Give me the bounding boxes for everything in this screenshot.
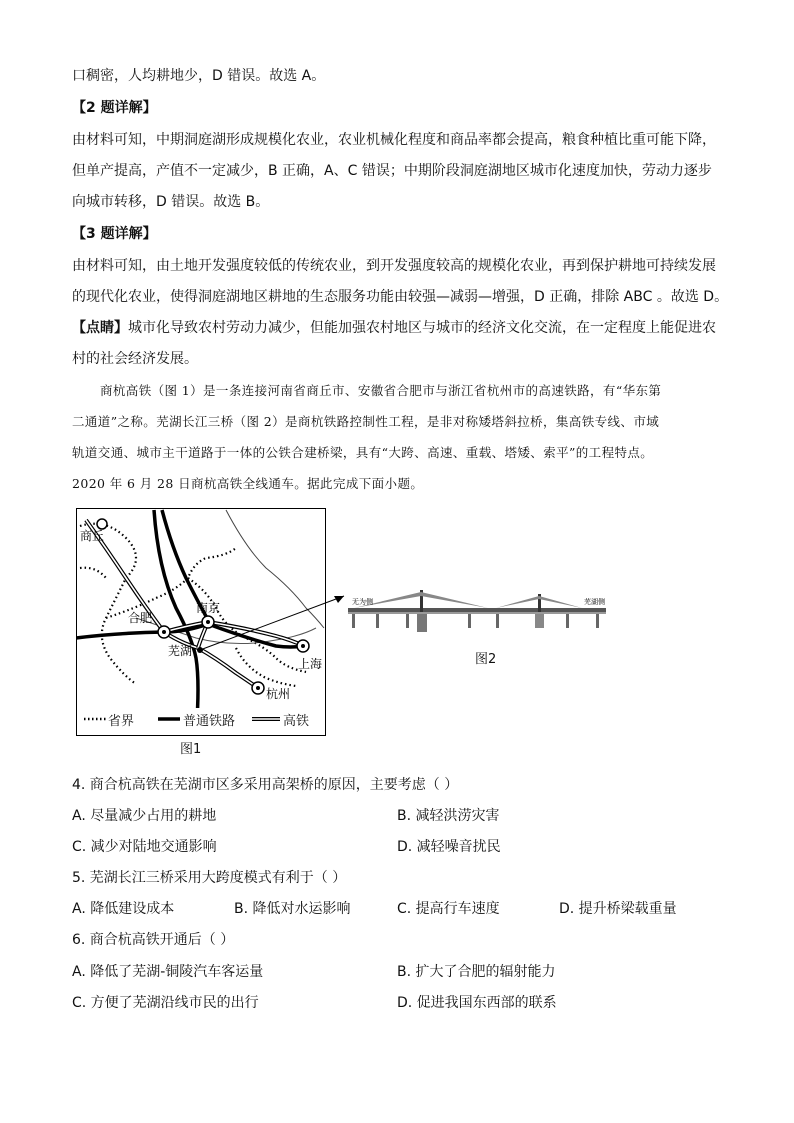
city-label-nanjing: 南京 <box>196 601 221 615</box>
tip-line <box>72 318 716 338</box>
q2-text-line: 向城市转移，D 错误。故选 B。 <box>72 194 270 210</box>
q2-text-line: 由材料可知，中期洞庭湖形成规模化农业，农业机械化程度和商品率都会提高，粮食种植比重可能下降， <box>72 132 716 148</box>
question-5-option-c[interactable]: C. 提高行车速度 <box>397 901 500 917</box>
question-6-stem: 6. 商合杭高铁开通后（ ） <box>72 932 235 948</box>
q2-text-line: 但单产提高，产值不一定减少，B 正确，A、C 错误；中期阶段洞庭湖地区城市化速度加快，劳动力逐步 <box>72 163 712 179</box>
city-marker-shangqiu <box>97 519 107 529</box>
passage-line: 轨道交通、城市主干道路于一体的公铁合建桥梁，具有“大跨、高速、重载、塔矮、索平”的工程特点。 <box>72 445 654 460</box>
province-border <box>80 568 106 578</box>
tip-label: 【点睛】 <box>72 320 128 336</box>
question-4-option-b[interactable]: B. 减轻洪涝灾害 <box>397 808 500 824</box>
question-5-option-b[interactable]: B. 降低对水运影响 <box>234 901 351 917</box>
bridge-left-label: 无为侧 <box>352 598 373 606</box>
passage-line: 二通道”之称。芜湖长江三桥（图 2）是商杭铁路控制性工程，是非对称矮塔斜拉桥，集高铁专线、市域 <box>72 414 660 429</box>
question-4-option-c[interactable]: C. 减少对陆地交通影响 <box>72 839 217 855</box>
city-label-wuhu: 芜湖 <box>168 644 193 658</box>
question-4-stem: 4. 商合杭高铁在芜湖市区多采用高架桥的原因，主要考虑（ ） <box>72 777 459 793</box>
figure1-map-drawing <box>76 508 676 708</box>
tip-text: 城市化导致农村劳动力减少，但能加强农村地区与城市的经济文化交流，在一定程度上能促进农 <box>128 320 716 336</box>
question-6-option-d[interactable]: D. 促进我国东西部的联系 <box>397 995 557 1011</box>
coastline <box>226 510 324 628</box>
province-border <box>80 524 136 684</box>
figure2-caption: 图2 <box>475 652 497 667</box>
question-6-option-c[interactable]: C. 方便了芜湖沿线市民的出行 <box>72 995 259 1011</box>
city-label-shangqiu: 商丘 <box>80 529 105 543</box>
continued-answer: 口稠密，人均耕地少，D 错误。故选 A。 <box>72 68 326 84</box>
tip-text-line: 村的社会经济发展。 <box>72 351 198 367</box>
city-label-hangzhou: 杭州 <box>266 687 291 701</box>
question-6-option-a[interactable]: A. 降低了芜湖-铜陵汽车客运量 <box>72 964 264 980</box>
legend-hsr-label: 高铁 <box>283 714 310 729</box>
q3-text-line: 由材料可知，由土地开发强度较低的传统农业，到开发强度较高的规模化农业，再到保护耕地可持续发展 <box>72 258 716 274</box>
figure1-caption: 图1 <box>180 742 202 757</box>
legend-border-label: 省界 <box>108 714 135 729</box>
q3-heading: 【3 题详解】 <box>72 226 157 242</box>
question-6-option-b[interactable]: B. 扩大了合肥的辐射能力 <box>397 964 556 980</box>
ordinary-railway <box>154 510 198 708</box>
city-label-hefei: 合肥 <box>128 611 153 625</box>
question-5-option-d[interactable]: D. 提升桥梁载重量 <box>559 901 677 917</box>
question-4-option-d[interactable]: D. 减轻噪音扰民 <box>397 839 501 855</box>
passage-line: 2020 年 6 月 28 日商杭高铁全线通车。据此完成下面小题。 <box>72 476 424 491</box>
q2-heading: 【2 题详解】 <box>72 100 157 116</box>
question-5-stem: 5. 芜湖长江三桥采用大跨度模式有利于（ ） <box>72 870 347 886</box>
bridge-deck <box>348 608 606 612</box>
question-4-option-a[interactable]: A. 尽量减少占用的耕地 <box>72 808 217 824</box>
city-label-shanghai: 上海 <box>298 657 323 671</box>
legend-railway-label: 普通铁路 <box>183 714 236 729</box>
figure2-bridge <box>348 590 606 632</box>
question-5-option-a[interactable]: A. 降低建设成本 <box>72 901 175 917</box>
passage-line: 商杭高铁（图 1）是一条连接河南省商丘市、安徽省合肥市与浙江省杭州市的高速铁路，有“华东第 <box>100 383 662 398</box>
bridge-right-label: 芜湖侧 <box>584 598 605 606</box>
q3-text-line: 的现代化农业，使得洞庭湖地区耕地的生态服务功能由较强—减弱—增强，D 正确，排除 ABC 。故选 D。 <box>72 289 729 305</box>
